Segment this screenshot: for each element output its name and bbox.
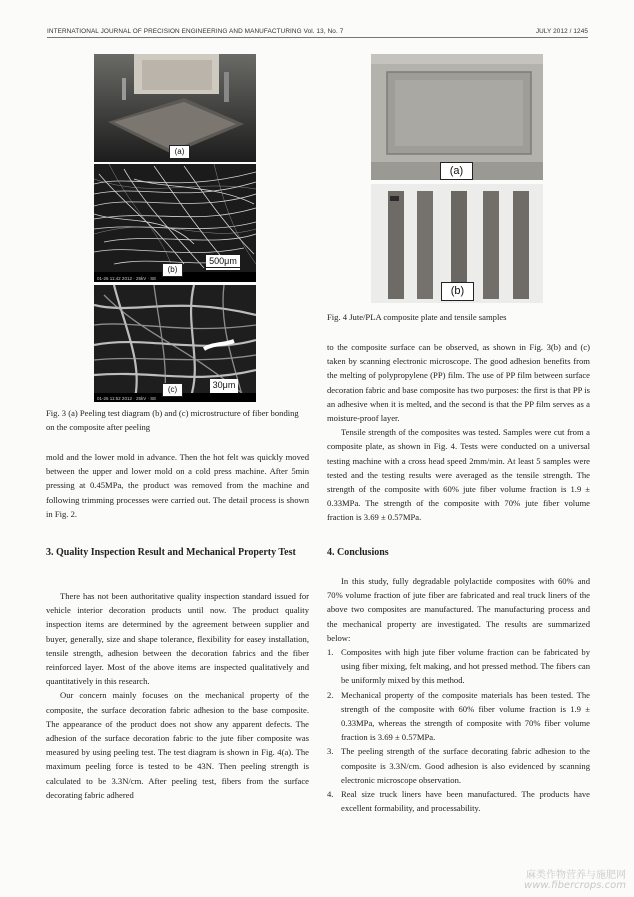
- paragraph: There has not been authoritative quality inspection standard issued for vehicle interior decoration products until now. The product quality inspection items are determined by the agreement between supplier and buyer, generally, size and shape tolerance, flexibility for easey installation, tensile strength, adhesion between the decoration fabrics and the fiber reinforced layer. Most of the above items are inspected qualitatively and quantitatively in this research.: [46, 591, 309, 687]
- fig4b-label: (b): [441, 282, 474, 301]
- fig3a-photo: [94, 54, 256, 162]
- list-number: 3.: [327, 746, 334, 757]
- fig3-caption: Fig. 3 (a) Peeling test diagram (b) and (c) microstructure of fiber bonding on the composite after peeling: [46, 408, 299, 432]
- fig3b-photo: [94, 164, 256, 282]
- list-text: Real size truck liners have been manufactured. The products have excellent formability, and processability.: [341, 789, 590, 814]
- section4-title: 4. Conclusions: [327, 547, 389, 558]
- paragraph: Our concern mainly focuses on the mechanical property of the composite, the surface decoration fabric adhesion to the base composite. The appearance of the product does not show any apparent defects. The adhesion of the surface decoration fabric to the jute fiber composite was measured by using peeling test. The test diagram is shown in Fig. 4(a). The maximum peeling force is tested to be 43N. Then peeling strength is calculated to be 3.3N/cm. After peeling test, fibers from the surface decorating fabric adhered: [46, 690, 309, 800]
- fig3c-label: (c): [162, 383, 183, 397]
- list-number: 4.: [327, 789, 334, 800]
- left-column-top: [46, 450, 309, 521]
- fig3c-scale-bar: [210, 391, 238, 393]
- fig3b-scale-bar: [206, 268, 240, 270]
- list-item: [327, 744, 590, 787]
- results-list: [327, 645, 590, 815]
- fig3b-scale: 500μm: [206, 255, 240, 267]
- list-item: [327, 787, 590, 815]
- list-text: Composites with high jute fiber volume fraction can be fabricated by using fiber mixing, felt making, and hot pressed method. The fibers can be uniformly mixed by this method.: [341, 647, 590, 686]
- paragraph: Tensile strength of the composites was tested. Samples were cut from a composite plate, as shown in Fig. 4. Tests were conducted on a universal testing machine with a cross head speed 2mm/min. At least 5 samples were tested and the testing results were averaged as the tensile strength. The strength of the composite with 60% jute fiber volume fraction is 1.9 ± 0.33MPa. The strength of the composite with 70% jute fiber volume fraction is 3.69 ± 0.57MPa.: [327, 427, 590, 523]
- right-column-top: [327, 340, 590, 525]
- list-text: The peeling strength of the surface decorating fabric adhesion to the composite is 3.3N/cm. Good adhesion is also evidenced by scanning electronic microscope observation.: [341, 746, 590, 785]
- watermark-url: www.fibercrops.com: [524, 880, 626, 891]
- fig3a-label: (a): [169, 145, 190, 159]
- left-column-bottom: [46, 589, 309, 802]
- fig4-caption: Fig. 4 Jute/PLA composite plate and tensile samples: [327, 312, 507, 322]
- paragraph: In this study, fully degradable polylactide composites with 60% and 70% volume fraction of jute fiber are fabricated and real truck liners of the above two composites are manufactured. The manufacturing process and the mechanical property are investigated. The results are summarized below:: [327, 576, 590, 643]
- running-header: [47, 28, 588, 38]
- svg-text:01-26 11:52 2012 · 25kV · SE: 01-26 11:52 2012 · 25kV · SE: [97, 396, 157, 401]
- list-text: Mechanical property of the composite materials has been tested. The strength of the composite with 60% fiber volume fraction is 1.9 ± 0.33MPa, whereas the strength of composite with 70% fiber volume fraction is 3.69 ± 0.57MPa.: [341, 689, 590, 743]
- list-item: [327, 688, 590, 745]
- journal-title: INTERNATIONAL JOURNAL OF PRECISION ENGINEERING AND MANUFACTURING Vol. 13, No. 7: [47, 28, 344, 35]
- right-column-bottom: [327, 574, 590, 815]
- fig3c-photo: [94, 285, 256, 402]
- list-number: 1.: [327, 647, 334, 658]
- fig3b-label: (b): [162, 263, 183, 277]
- watermark-cn: 麻类作物营养与施肥网: [526, 870, 626, 881]
- issue-pages: JULY 2012 / 1245: [535, 28, 588, 35]
- paragraph: mold and the lower mold in advance. Then the hot felt was quickly moved between the upper and lower mold on a cold press machine. After 5min pressing at 0.45MPa, the product was removed from the machine and following trimming processes were carried out. The detail process is shown in Fig. 2.: [46, 452, 309, 519]
- svg-text:01-26 11:42 2012 · 25kV · SE: 01-26 11:42 2012 · 25kV · SE: [97, 276, 157, 281]
- paragraph: to the composite surface can be observed, as shown in Fig. 3(b) and (c) taken by scanning electronic microscope. The good adhesion benefits from the melting of polypropylene (PP) film. The use of PP film between surface decoration fabric and base composite has two purposes: the first is that PP is an adhesive when it is melted, and the second is that the PP film serves as a moisture-proof layer.: [327, 342, 590, 424]
- fig3c-scale: 30μm: [210, 379, 238, 391]
- section3-title: 3. Quality Inspection Result and Mechanical Property Test: [46, 547, 296, 558]
- list-number: 2.: [327, 689, 334, 700]
- fig4b-photo: [371, 184, 543, 303]
- fig4a-label: (a): [440, 162, 473, 180]
- fig4a-photo: [371, 54, 543, 180]
- list-item: [327, 645, 590, 688]
